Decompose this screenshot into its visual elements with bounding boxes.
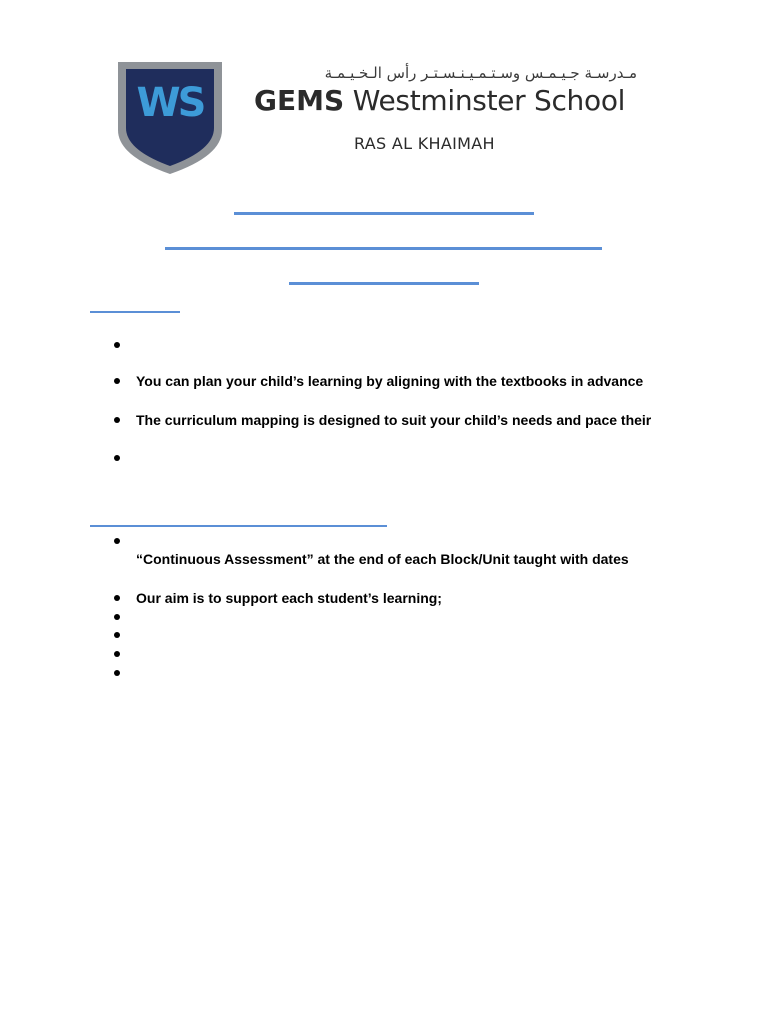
bullet-dot: [114, 378, 120, 384]
bullet-dot: [114, 614, 120, 620]
section2-heading-rule: [90, 525, 387, 527]
section2-continued-line: “Continuous Assessment” at the end of each Block/Unit taught with dates: [136, 551, 629, 567]
bullet-dot: [114, 595, 120, 601]
school-crest-logo: [116, 60, 224, 176]
school-name-gems: GEMS: [254, 84, 345, 117]
bullet-dot: [114, 651, 120, 657]
school-location: RAS AL KHAIMAH: [354, 134, 495, 153]
bullet-dot: [114, 632, 120, 638]
title-rule-3: [289, 282, 479, 285]
title-rule-1: [234, 212, 534, 215]
school-header: [112, 56, 652, 180]
bullet-dot: [114, 342, 120, 348]
section1-bullet-3: The curriculum mapping is designed to suit your child’s needs and pace their: [136, 412, 652, 428]
bullet-dot: [114, 455, 120, 461]
bullet-dot: [114, 538, 120, 544]
bullet-dot: [114, 417, 120, 423]
section1-bullet-2: You can plan your child’s learning by aligning with the textbooks in advance: [136, 373, 644, 389]
school-name-arabic: مـدرسـة جـيـمـس وسـتـمـيـنـسـتـر رأس الـخـيـمـة: [324, 64, 637, 82]
title-rule-2: [165, 247, 602, 250]
section2-bullet-2: Our aim is to support each student’s learning;: [136, 590, 442, 606]
section1-heading-rule: [90, 311, 180, 313]
school-name: [254, 84, 625, 117]
school-name-westminster: Westminster School: [352, 84, 626, 117]
bullet-dot: [114, 670, 120, 676]
logo-initials: WS: [136, 80, 204, 126]
